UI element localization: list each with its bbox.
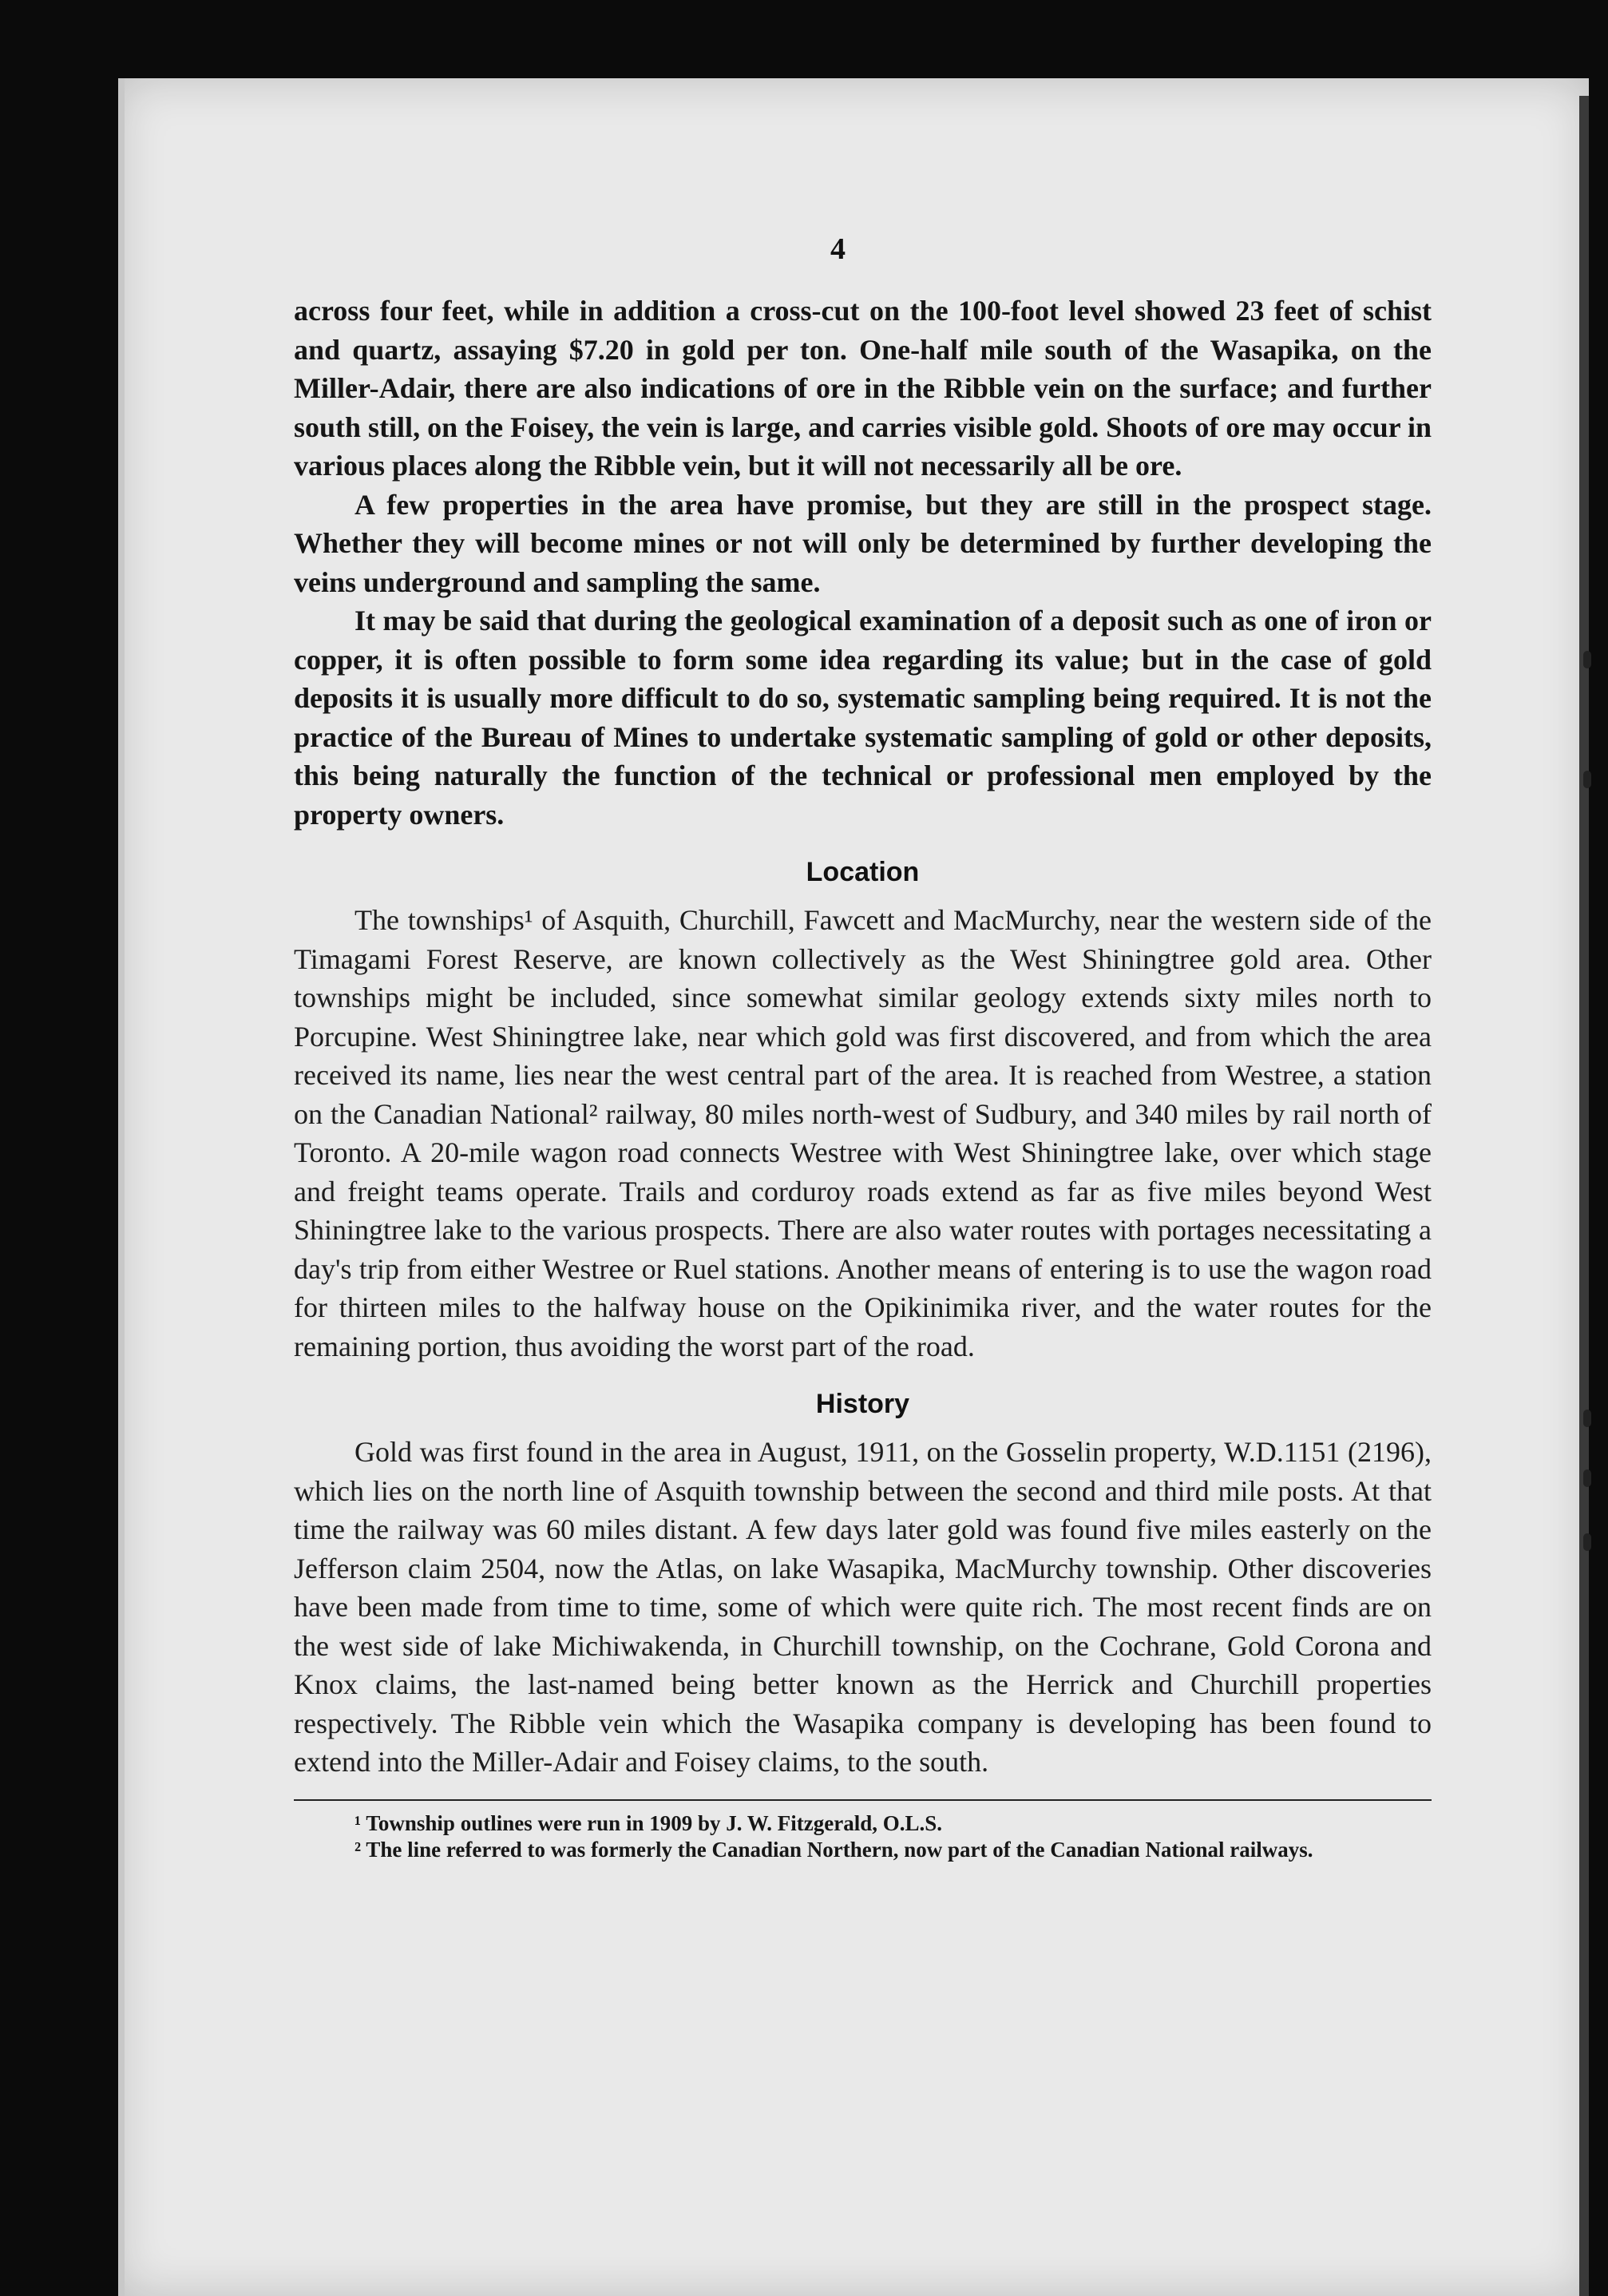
margin-mark <box>1583 771 1591 788</box>
footnote-1: ¹ Township outlines were run in 1909 by J. W. Fitzgerald, O.L.S. <box>354 1810 942 1835</box>
margin-mark <box>1583 1533 1591 1551</box>
margin-mark <box>1583 1410 1591 1427</box>
paragraph-continued: across four feet, while in addition a cross-cut on the 100-foot level showed 23 feet of schist and quartz, assaying $7.20 in gold per ton. One-half mile south of the Wasapika, on the Miller-Adair, there are also indications of ore in the Ribble vein on the surface; and further south still, on the Foisey, the vein is large, and carries visible gold. Shoots of ore may occur in various places along the Ribble vein, but it will not necessarily all be ore. <box>294 295 1432 482</box>
history-paragraph: Gold was first found in the area in August, 1911, on the Gosselin property, W.D.1151 (2196), which lies on the north line of Asquith township between the second and third mile posts. At that time the railway was 60 miles distant. A few days later gold was found five miles easterly on the Jefferson claim 2504, now the Atlas, on lake Wasapika, MacMurchy township. Other discoveries have been made from time to time, some of which were quite rich. The most recent finds are on the west side of lake Michiwakenda, in Churchill township, on the Cochrane, Gold Corona and Knox claims, the last-named being better known as the Herrick and Churchill properties respectively. The Ribble vein which the Wasapika company is developing has been found to extend into the Miller-Adair and Foisey claims, to the south. <box>294 1436 1432 1778</box>
adjacent-page-edge <box>1579 96 1589 2296</box>
location-heading: Location <box>806 857 920 887</box>
paragraph-sampling: It may be said that during the geological examination of a deposit such as one of iron or copper, it is often possible to form some idea regarding its value; but in the case of gold deposits it is usually more difficult to do so, systematic sampling being required. It is not the practice of the Bureau of Mines to undertake systematic sampling of gold or other deposits, this being naturally the function of the technical or professional men employed by the property owners. <box>294 605 1432 831</box>
page-left-edge <box>118 78 125 2296</box>
footnote-divider <box>294 1799 1432 1801</box>
margin-mark <box>1583 651 1591 668</box>
margin-mark <box>1583 1469 1591 1487</box>
location-paragraph: The townships¹ of Asquith, Churchill, Fawcett and MacMurchy, near the western side of the Timagami Forest Reserve, are known collectively as the West Shiningtree gold area. Other townships might be included, since somewhat similar geology extends sixty miles north to Porcupine. West Shiningtree lake, near which gold was first discovered, and from which the area received its name, lies near the west central part of the area. It is reached from Westree, a station on the Canadian National² railway, 80 miles north-west of Sudbury, and 340 miles by rail north of Toronto. A 20-mile wagon road connects Westree with West Shiningtree lake, over which stage and freight teams operate. Trails and corduroy roads extend as far as five miles beyond West Shiningtree lake to the various prospects. There are also water routes with portages necessitating a day's trip from either Westree or Ruel stations. Another means of entering is to use the wagon road for thirteen miles to the halfway house on the Opikinimika river, and the water routes for the remaining portion, thus avoiding the worst part of the road. <box>294 904 1432 1362</box>
page-body <box>294 291 1432 1863</box>
paragraph-prospects: A few properties in the area have promise, but they are still in the prospect stage. Whether they will become mines or not will only be determined by further developing the veins underground and sampling the same. <box>294 488 1432 598</box>
footnote-2: ² The line referred to was formerly the Canadian Northern, now part of the Canadian National railways. <box>354 1837 1313 1862</box>
history-heading: History <box>815 1389 910 1419</box>
page-number: 4 <box>830 232 846 266</box>
